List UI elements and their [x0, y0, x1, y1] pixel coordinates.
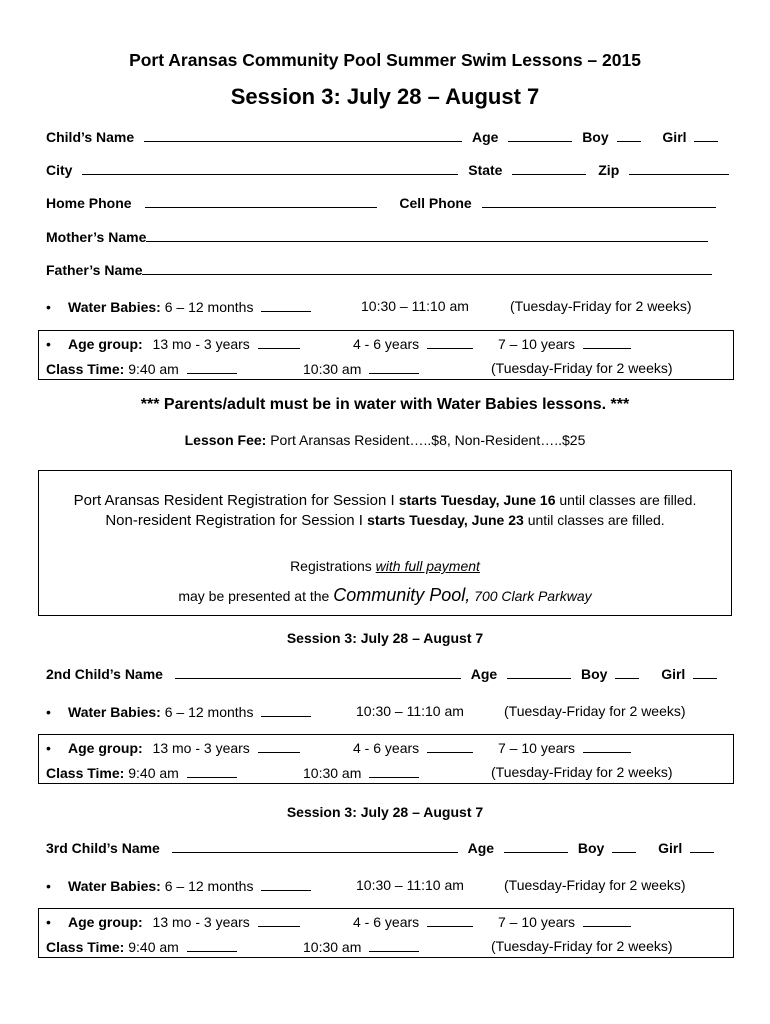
second-water-babies-row	[46, 703, 311, 720]
class-time-field-2[interactable]	[369, 360, 419, 374]
location-place: Community Pool,	[333, 585, 471, 605]
age-group-option-3-wrap	[498, 335, 631, 352]
parents-notice: *** Parents/adult must be in water with Water Babies lessons. ***	[140, 396, 630, 413]
third-water-babies-time: 10:30 – 11:10 am	[356, 877, 464, 893]
third-boy-label: Boy	[577, 840, 605, 856]
location-address: 700 Clark Parkway	[470, 588, 592, 604]
second-boy-field[interactable]	[615, 665, 639, 679]
second-age-group-option-2-wrap	[353, 739, 473, 756]
class-time-option-1: 9:40 am	[128, 361, 179, 377]
third-age-group-field-3[interactable]	[583, 913, 631, 927]
location-text: may be presented at the	[178, 588, 334, 604]
class-time-option-2: 10:30 am	[303, 765, 362, 781]
bullet-icon: •	[46, 299, 51, 315]
lesson-fee-text: Port Aransas Resident…..$8, Non-Resident…..$25	[270, 432, 586, 448]
second-child-row	[46, 665, 717, 682]
water-babies-label: Water Babies:	[68, 704, 161, 720]
age-group-field-2[interactable]	[427, 335, 473, 349]
third-class-time-option-2-wrap	[303, 938, 419, 955]
third-age-label: Age	[467, 840, 495, 856]
second-class-time-option-2-wrap	[303, 764, 419, 781]
payment-line	[0, 558, 770, 574]
third-age-group-option-3-wrap	[498, 913, 631, 930]
age-group-option-1: 13 mo - 3 years	[152, 914, 250, 930]
class-time-label: Class Time:	[46, 939, 125, 955]
boy-field[interactable]	[617, 128, 641, 142]
second-child-name-field[interactable]	[175, 665, 461, 679]
second-water-babies-field[interactable]	[261, 703, 311, 717]
registration-line-1-text: Port Aransas Resident Registration for Session I	[73, 492, 399, 509]
second-class-time-field-1[interactable]	[187, 764, 237, 778]
registration-line-1	[0, 492, 770, 509]
age-group-option-3: 7 – 10 years	[498, 914, 576, 930]
third-age-field[interactable]	[504, 839, 568, 853]
mother-name-field[interactable]	[146, 228, 708, 242]
class-time-label: Class Time:	[46, 361, 125, 377]
second-age-group-field-1[interactable]	[258, 739, 300, 753]
second-age-field[interactable]	[507, 665, 571, 679]
third-age-group-row	[46, 913, 300, 930]
age-group-label: Age group:	[68, 336, 143, 352]
zip-label: Zip	[598, 162, 620, 178]
phone-row	[46, 194, 716, 211]
third-child-label: 3rd Child’s Name	[46, 840, 160, 856]
second-age-group-field-3[interactable]	[583, 739, 631, 753]
city-row	[46, 161, 729, 178]
registration-line-2	[0, 512, 770, 529]
third-girl-label: Girl	[658, 840, 683, 856]
father-name-field[interactable]	[142, 261, 712, 275]
third-age-group-field-2[interactable]	[427, 913, 473, 927]
state-field[interactable]	[512, 161, 586, 175]
payment-emphasis: with full payment	[375, 558, 480, 574]
second-child-label: 2nd Child’s Name	[46, 666, 163, 682]
girl-label: Girl	[662, 129, 687, 145]
third-girl-field[interactable]	[690, 839, 714, 853]
age-field[interactable]	[508, 128, 572, 142]
age-group-option-2: 4 - 6 years	[353, 336, 420, 352]
third-child-row	[46, 839, 714, 856]
class-time-option-2: 10:30 am	[303, 939, 362, 955]
third-water-babies-row	[46, 877, 311, 894]
second-age-label: Age	[470, 666, 498, 682]
home-phone-label: Home Phone	[46, 195, 132, 211]
registration-line-2-text: Non-resident Registration for Session I	[105, 512, 368, 529]
page-title: Port Aransas Community Pool Summer Swim Lessons – 2015	[129, 50, 641, 70]
lesson-fee-label: Lesson Fee:	[184, 432, 267, 448]
mother-row	[46, 228, 708, 245]
age-group-option-2-wrap	[353, 335, 473, 352]
registration-line-1-end: until classes are filled.	[555, 492, 697, 508]
third-age-group-option-2-wrap	[353, 913, 473, 930]
water-babies-label: Water Babies:	[68, 878, 161, 894]
state-label: State	[468, 162, 503, 178]
water-babies-ages: 6 – 12 months	[164, 299, 254, 315]
water-babies-ages: 6 – 12 months	[164, 878, 254, 894]
city-field[interactable]	[82, 161, 458, 175]
second-age-group-field-2[interactable]	[427, 739, 473, 753]
home-phone-field[interactable]	[145, 194, 377, 208]
lesson-fee	[0, 432, 770, 448]
bullet-icon: •	[46, 336, 51, 352]
age-group-option-2: 4 - 6 years	[353, 914, 420, 930]
cell-phone-field[interactable]	[482, 194, 716, 208]
age-group-option-3: 7 – 10 years	[498, 336, 576, 352]
age-label: Age	[471, 129, 499, 145]
class-time-option-2: 10:30 am	[303, 361, 362, 377]
age-group-option-1: 13 mo - 3 years	[152, 740, 250, 756]
bullet-icon: •	[46, 704, 51, 720]
second-class-time-field-2[interactable]	[369, 764, 419, 778]
age-group-label: Age group:	[68, 914, 143, 930]
registration-line-1-date: starts Tuesday, June 16	[398, 492, 556, 508]
third-boy-field[interactable]	[612, 839, 636, 853]
water-babies-ages: 6 – 12 months	[164, 704, 254, 720]
class-time-option-2-wrap	[303, 360, 419, 377]
boy-label: Boy	[582, 129, 609, 145]
second-girl-field[interactable]	[693, 665, 717, 679]
age-group-field-3[interactable]	[583, 335, 631, 349]
second-session-title: Session 3: July 28 – August 7	[286, 630, 484, 646]
child-name-row	[46, 128, 718, 145]
third-class-time-field-2[interactable]	[369, 938, 419, 952]
girl-field[interactable]	[694, 128, 718, 142]
registration-line-2-end: until classes are filled.	[523, 512, 665, 528]
water-babies-row	[46, 298, 311, 315]
second-age-group-row	[46, 739, 300, 756]
second-boy-label: Boy	[580, 666, 608, 682]
class-time-days: (Tuesday-Friday for 2 weeks)	[491, 360, 673, 376]
class-time-row	[46, 360, 237, 377]
third-child-name-field[interactable]	[172, 839, 458, 853]
third-class-time-field-1[interactable]	[187, 938, 237, 952]
child-name-field[interactable]	[144, 128, 462, 142]
second-class-time-days: (Tuesday-Friday for 2 weeks)	[491, 764, 673, 780]
mother-name-label: Mother’s Name	[46, 229, 147, 245]
child-name-label: Child’s Name	[46, 129, 135, 145]
cell-phone-label: Cell Phone	[399, 195, 472, 211]
third-water-babies-days: (Tuesday-Friday for 2 weeks)	[504, 877, 686, 893]
water-babies-days: (Tuesday-Friday for 2 weeks)	[510, 298, 692, 314]
age-group-option-3: 7 – 10 years	[498, 740, 576, 756]
third-water-babies-field[interactable]	[261, 877, 311, 891]
bullet-icon: •	[46, 878, 51, 894]
bullet-icon: •	[46, 740, 51, 756]
session-title: Session 3: July 28 – August 7	[230, 84, 540, 109]
water-babies-label: Water Babies:	[68, 299, 161, 315]
second-girl-label: Girl	[661, 666, 686, 682]
age-group-field-1[interactable]	[258, 335, 300, 349]
registration-line-2-date: starts Tuesday, June 23	[367, 512, 524, 528]
class-time-option-1: 9:40 am	[128, 765, 179, 781]
third-class-time-row	[46, 938, 237, 955]
third-age-group-field-1[interactable]	[258, 913, 300, 927]
age-group-option-1: 13 mo - 3 years	[152, 336, 250, 352]
second-age-group-option-3-wrap	[498, 739, 631, 756]
third-session-title: Session 3: July 28 – August 7	[286, 804, 484, 820]
age-group-label: Age group:	[68, 740, 143, 756]
third-class-time-days: (Tuesday-Friday for 2 weeks)	[491, 938, 673, 954]
second-class-time-row	[46, 764, 237, 781]
second-water-babies-days: (Tuesday-Friday for 2 weeks)	[504, 703, 686, 719]
class-time-field-1[interactable]	[187, 360, 237, 374]
payment-text: Registrations	[290, 558, 376, 574]
age-group-option-2: 4 - 6 years	[353, 740, 420, 756]
class-time-label: Class Time:	[46, 765, 125, 781]
second-water-babies-time: 10:30 – 11:10 am	[356, 703, 464, 719]
age-group-row	[46, 335, 300, 352]
class-time-option-1: 9:40 am	[128, 939, 179, 955]
father-row	[46, 261, 712, 278]
bullet-icon: •	[46, 914, 51, 930]
water-babies-field[interactable]	[261, 298, 311, 312]
zip-field[interactable]	[629, 161, 729, 175]
father-name-label: Father’s Name	[46, 262, 143, 278]
city-label: City	[46, 162, 73, 178]
water-babies-time: 10:30 – 11:10 am	[361, 298, 469, 314]
location-line	[0, 585, 770, 606]
